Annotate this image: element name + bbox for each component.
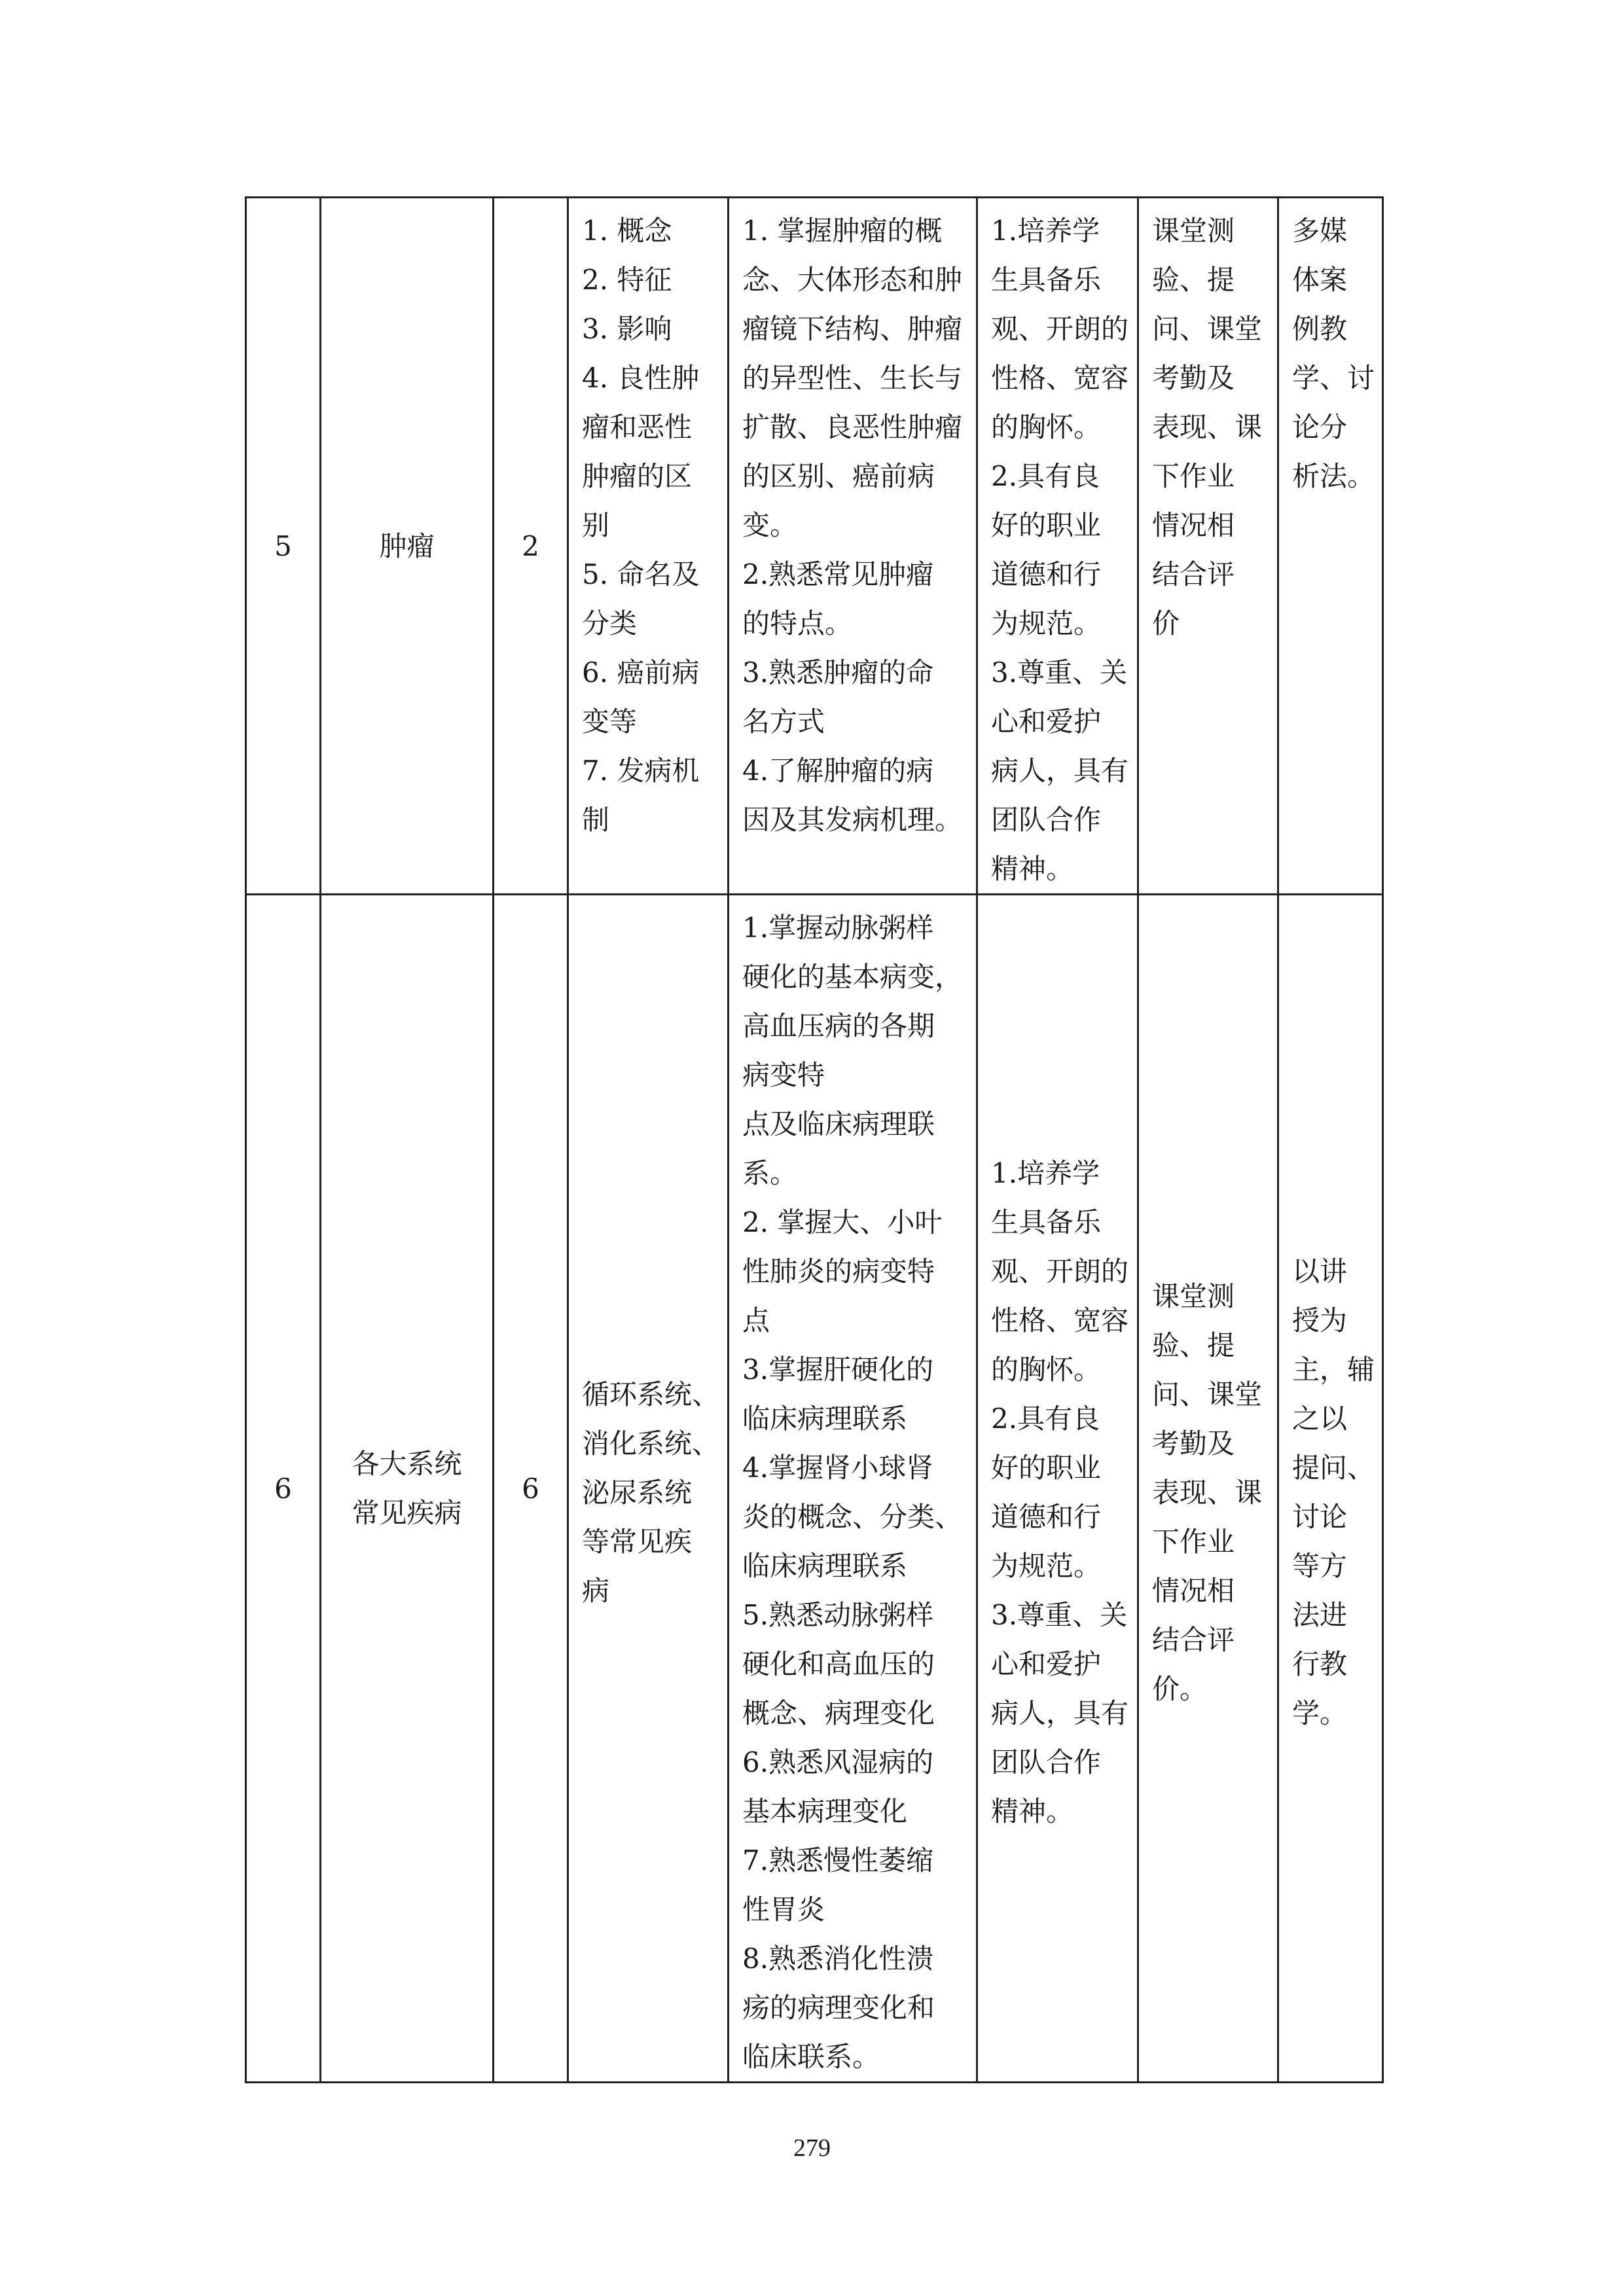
cell-line: 临床联系。 — [742, 2041, 880, 2073]
cell-line: 性肺炎的病变特 — [742, 1255, 935, 1287]
cell-line: 观、开朗的 — [991, 1255, 1129, 1287]
cell-line: 生具备乐 — [991, 1206, 1102, 1238]
objectives-cell — [729, 198, 977, 895]
cell-line: 瘤镜下结构、肿瘤 — [742, 313, 963, 345]
cell-line: 各大系统 — [352, 1448, 462, 1480]
content-cell — [568, 895, 729, 2083]
cell-line: 2.熟悉常见肿瘤 — [742, 558, 934, 590]
cell-line: 1. 概念 — [582, 215, 672, 247]
hours-cell: 2 — [494, 198, 568, 895]
cell-line: 4. 良性肿 — [582, 362, 700, 394]
cell-line: 基本病理变化 — [742, 1795, 908, 1827]
assessment-cell — [1138, 198, 1278, 895]
cell-line: 概念、病理变化 — [742, 1697, 935, 1729]
cell-line: 多媒 — [1292, 215, 1348, 247]
cell-line: 法进 — [1292, 1599, 1348, 1631]
cell-line: 下作业 — [1152, 460, 1235, 492]
cell-line: 1.培养学 — [991, 1157, 1100, 1189]
cell-line: 3.熟悉肿瘤的命 — [742, 656, 934, 689]
cell-line: 表现、课 — [1152, 411, 1263, 443]
cell-line: 心和爱护 — [991, 706, 1102, 738]
cell-line: 循环系统、 — [582, 1378, 720, 1410]
cell-line: 团队合作 — [991, 804, 1102, 836]
cell-line: 1.培养学 — [991, 215, 1100, 247]
method-cell — [1278, 895, 1383, 2083]
row-number: 5 — [246, 198, 321, 895]
cell-line: 别 — [582, 509, 610, 541]
content-cell — [568, 198, 729, 895]
cell-line: 授为 — [1292, 1304, 1348, 1336]
cell-line: 的胸怀。 — [991, 411, 1102, 443]
cell-line: 消化系统、 — [582, 1427, 720, 1460]
cell-line: 1.掌握动脉粥样 — [742, 912, 934, 944]
cell-line: 等常见疾 — [582, 1525, 693, 1558]
cell-line: 瘤和恶性 — [582, 411, 693, 443]
cell-line: 好的职业 — [991, 509, 1102, 541]
cell-line: 变。 — [742, 509, 798, 541]
cell-line: 价 — [1152, 607, 1180, 639]
cell-line: 之以 — [1292, 1403, 1348, 1435]
cell-line: 心和爱护 — [991, 1648, 1102, 1680]
cell-line: 课堂测 — [1152, 215, 1235, 247]
cell-line: 性胃炎 — [742, 1893, 825, 1926]
cell-line: 3.尊重、关 — [991, 656, 1128, 689]
cell-line: 2. 特征 — [582, 264, 672, 296]
cell-line: 精神。 — [991, 853, 1074, 885]
cell-line: 炎的概念、分类、 — [742, 1501, 963, 1533]
cell-line: 因及其发病机理。 — [742, 804, 963, 836]
cell-line: 验、提 — [1152, 1329, 1235, 1361]
cell-line: 名方式 — [742, 706, 825, 738]
cell-line: 学、讨 — [1292, 362, 1375, 394]
cell-line: 制 — [582, 804, 610, 836]
cell-line: 结合评 — [1152, 1623, 1235, 1656]
cell-line: 验、提 — [1152, 264, 1235, 296]
cell-line: 例教 — [1292, 313, 1348, 345]
cell-line: 扩散、良恶性肿瘤 — [742, 411, 963, 443]
cell-line: 7.熟悉慢性萎缩 — [742, 1844, 934, 1876]
course-table — [245, 196, 1384, 2083]
cell-line: 课堂测 — [1152, 1280, 1235, 1312]
cell-line: 念、大体形态和肿 — [742, 264, 963, 296]
assessment-cell — [1138, 895, 1278, 2083]
cell-line: 临床病理联系 — [742, 1550, 908, 1582]
cell-line: 以讲 — [1292, 1255, 1348, 1287]
cell-line: 变等 — [582, 706, 638, 738]
cell-line: 临床病理联系 — [742, 1403, 908, 1435]
cell-line: 主，辅 — [1292, 1354, 1375, 1386]
cell-line: 2.具有良 — [991, 460, 1100, 492]
ideology-cell — [977, 198, 1138, 895]
cell-line: 肿瘤 — [379, 529, 435, 562]
cell-line: 好的职业 — [991, 1452, 1102, 1484]
cell-line: 考勤及 — [1152, 1427, 1235, 1460]
cell-line: 价。 — [1152, 1672, 1208, 1705]
cell-line: 析法。 — [1292, 460, 1375, 492]
cell-line: 3.掌握肝硬化的 — [742, 1354, 934, 1386]
cell-line: 7. 发病机 — [582, 755, 700, 787]
cell-line: 8.熟悉消化性溃 — [742, 1943, 934, 1975]
cell-line: 的特点。 — [742, 607, 853, 639]
topic-cell — [321, 895, 494, 2083]
cell-line: 2. 掌握大、小叶 — [742, 1206, 943, 1238]
cell-line: 性格、宽容 — [991, 362, 1129, 394]
cell-line: 性格、宽容 — [991, 1304, 1129, 1336]
method-cell — [1278, 198, 1383, 895]
cell-line: 道德和行 — [991, 558, 1102, 590]
cell-line: 道德和行 — [991, 1501, 1102, 1533]
cell-line: 观、开朗的 — [991, 313, 1129, 345]
cell-line: 为规范。 — [991, 1550, 1102, 1582]
cell-line: 的胸怀。 — [991, 1354, 1102, 1386]
topic-cell — [321, 198, 494, 895]
cell-line: 精神。 — [991, 1795, 1074, 1827]
cell-line: 提问、 — [1292, 1452, 1375, 1484]
cell-line: 生具备乐 — [991, 264, 1102, 296]
cell-line: 为规范。 — [991, 607, 1102, 639]
cell-line: 学。 — [1292, 1697, 1348, 1729]
cell-line: 问、课堂 — [1152, 1378, 1263, 1410]
cell-line: 高血压病的各期 — [742, 1010, 935, 1042]
cell-line: 3. 影响 — [582, 313, 672, 345]
cell-line: 硬化和高血压的 — [742, 1648, 935, 1680]
cell-line: 情况相 — [1152, 509, 1235, 541]
table-row — [246, 198, 1383, 895]
cell-line: 3.尊重、关 — [991, 1599, 1128, 1631]
cell-line: 行教 — [1292, 1648, 1348, 1680]
cell-line: 6. 癌前病 — [582, 656, 700, 689]
cell-line: 2.具有良 — [991, 1403, 1100, 1435]
cell-line: 4.了解肿瘤的病 — [742, 755, 934, 787]
page-number: 279 — [793, 2134, 831, 2162]
cell-line: 1. 掌握肿瘤的概 — [742, 215, 943, 247]
cell-line: 病人，具有 — [991, 1697, 1129, 1729]
cell-line: 的异型性、生长与 — [742, 362, 963, 394]
cell-line: 分类 — [582, 607, 638, 639]
cell-line: 下作业 — [1152, 1525, 1235, 1558]
table-row — [246, 895, 1383, 2083]
cell-line: 病变特 — [742, 1059, 825, 1091]
cell-line: 5.熟悉动脉粥样 — [742, 1599, 934, 1631]
cell-line: 考勤及 — [1152, 362, 1235, 394]
cell-line: 表现、课 — [1152, 1476, 1263, 1509]
ideology-cell — [977, 895, 1138, 2083]
cell-line: 问、课堂 — [1152, 313, 1263, 345]
cell-line: 4.掌握肾小球肾 — [742, 1452, 934, 1484]
objectives-cell — [729, 895, 977, 2083]
cell-line: 等方 — [1292, 1550, 1348, 1582]
cell-line: 论分 — [1292, 411, 1348, 443]
cell-line: 肿瘤的区 — [582, 460, 693, 492]
row-number: 6 — [246, 895, 321, 2083]
cell-line: 的区别、癌前病 — [742, 460, 935, 492]
cell-line: 点 — [742, 1304, 770, 1336]
cell-line: 硬化的基本病变， — [742, 961, 963, 993]
cell-line: 泌尿系统 — [582, 1476, 693, 1509]
cell-line: 疡的病理变化和 — [742, 1992, 935, 2024]
hours-cell: 6 — [494, 895, 568, 2083]
cell-line: 结合评 — [1152, 558, 1235, 590]
cell-line: 体案 — [1292, 264, 1348, 296]
cell-line: 6.熟悉风湿病的 — [742, 1746, 934, 1778]
cell-line: 病人，具有 — [991, 755, 1129, 787]
cell-line: 常见疾病 — [352, 1497, 462, 1529]
cell-line: 讨论 — [1292, 1501, 1348, 1533]
cell-line: 病 — [582, 1574, 610, 1607]
cell-line: 情况相 — [1152, 1574, 1235, 1607]
cell-line: 团队合作 — [991, 1746, 1102, 1778]
cell-line: 点及临床病理联 — [742, 1108, 935, 1140]
cell-line: 5. 命名及 — [582, 558, 700, 590]
cell-line: 系。 — [742, 1157, 798, 1189]
